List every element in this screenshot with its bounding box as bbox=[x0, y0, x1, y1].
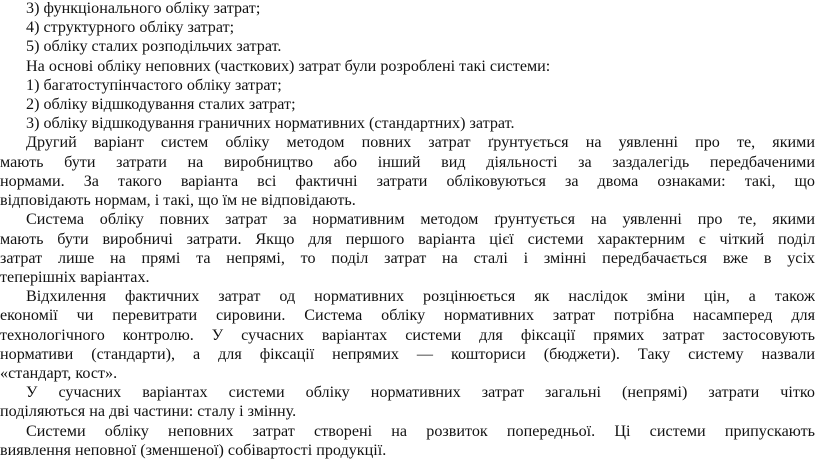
list-item-multistage-accounting: 1) багатоступінчастого обліку затрат; bbox=[26, 76, 282, 94]
paragraph-deviations-line-5: «стандарт, кост». bbox=[0, 364, 118, 382]
list-item-fixed-costs-recovery: 2) обліку відшкодування сталих затрат; bbox=[26, 96, 296, 114]
list-item-structural-accounting: 4) структурного обліку затрат; bbox=[26, 19, 235, 37]
paragraph-normative-method-line-4: теперішніх варіантах. bbox=[0, 268, 150, 286]
paragraph-deviations-line-4: нормативи (стандарти), а для фіксації непрямих — кошториси (бюджети). Таку систему назвали bbox=[0, 345, 815, 363]
paragraph-second-variant-line-1: Другий варіант систем обліку методом повних затрат ґрунтується на уявленні про те, якими bbox=[26, 134, 815, 152]
paragraph-normative-method-line-1: Система обліку повних затрат за нормативним методом ґрунтується на уявленні про те, якими bbox=[26, 211, 815, 229]
paragraph-normative-method-line-2: мають бути виробничі затрати. Якщо для першого варіанта цієї системи характерним є чіткий поділ bbox=[0, 230, 815, 248]
paragraph-partial-costs-intro: На основі обліку неповних (часткових) затрат були розроблені такі системи: bbox=[26, 57, 551, 75]
paragraph-second-variant-line-2: мають бути затрати на виробництво або інший вид діяльності за заздалегідь передбаченими bbox=[0, 153, 815, 171]
paragraph-modern-variants-line-1: У сучасних варіантах системи обліку нормативних затрат загальні (непрямі) затрати чітко bbox=[26, 384, 815, 402]
paragraph-second-variant-line-3: нормами. За такого варіанта всі фактичні затрати обліковуються за двома ознаками: такі, що bbox=[0, 172, 815, 190]
paragraph-deviations-line-2: економії чи перевитрати сировини. Система обліку нормативних затрат потрібна насамперед для bbox=[0, 307, 815, 325]
paragraph-deviations-line-1: Відхилення фактичних затрат од нормативних розцінюється як наслідок зміни цін, а також bbox=[26, 288, 815, 306]
list-item-marginal-standard-costs: 3) обліку відшкодування граничних нормативних (стандартних) затрат. bbox=[26, 115, 515, 133]
list-item-functional-accounting: 3) функціонального обліку затрат; bbox=[26, 0, 261, 17]
list-item-fixed-distribution-costs: 5) обліку сталих розподільчих затрат. bbox=[26, 38, 282, 56]
paragraph-partial-systems-line-1: Системи обліку неповних затрат створені на розвиток попередньої. Ці системи припускають bbox=[26, 422, 815, 440]
paragraph-partial-systems-line-2: виявлення неповної (зменшеної) собівартості продукції. bbox=[0, 441, 387, 459]
paragraph-second-variant-line-4: відповідають нормам, і такі, що їм не відповідають. bbox=[0, 192, 356, 210]
paragraph-deviations-line-3: технологічного контролю. У сучасних варіантах системи для фіксації прямих затрат застосовують bbox=[0, 326, 815, 344]
paragraph-normative-method-line-3: затрат лише на прямі та непрямі, то поділ затрат на сталі і змінні передбачається вже в усіх bbox=[0, 249, 815, 267]
paragraph-modern-variants-line-2: поділяються на дві частини: сталу і змінну. bbox=[0, 403, 297, 421]
